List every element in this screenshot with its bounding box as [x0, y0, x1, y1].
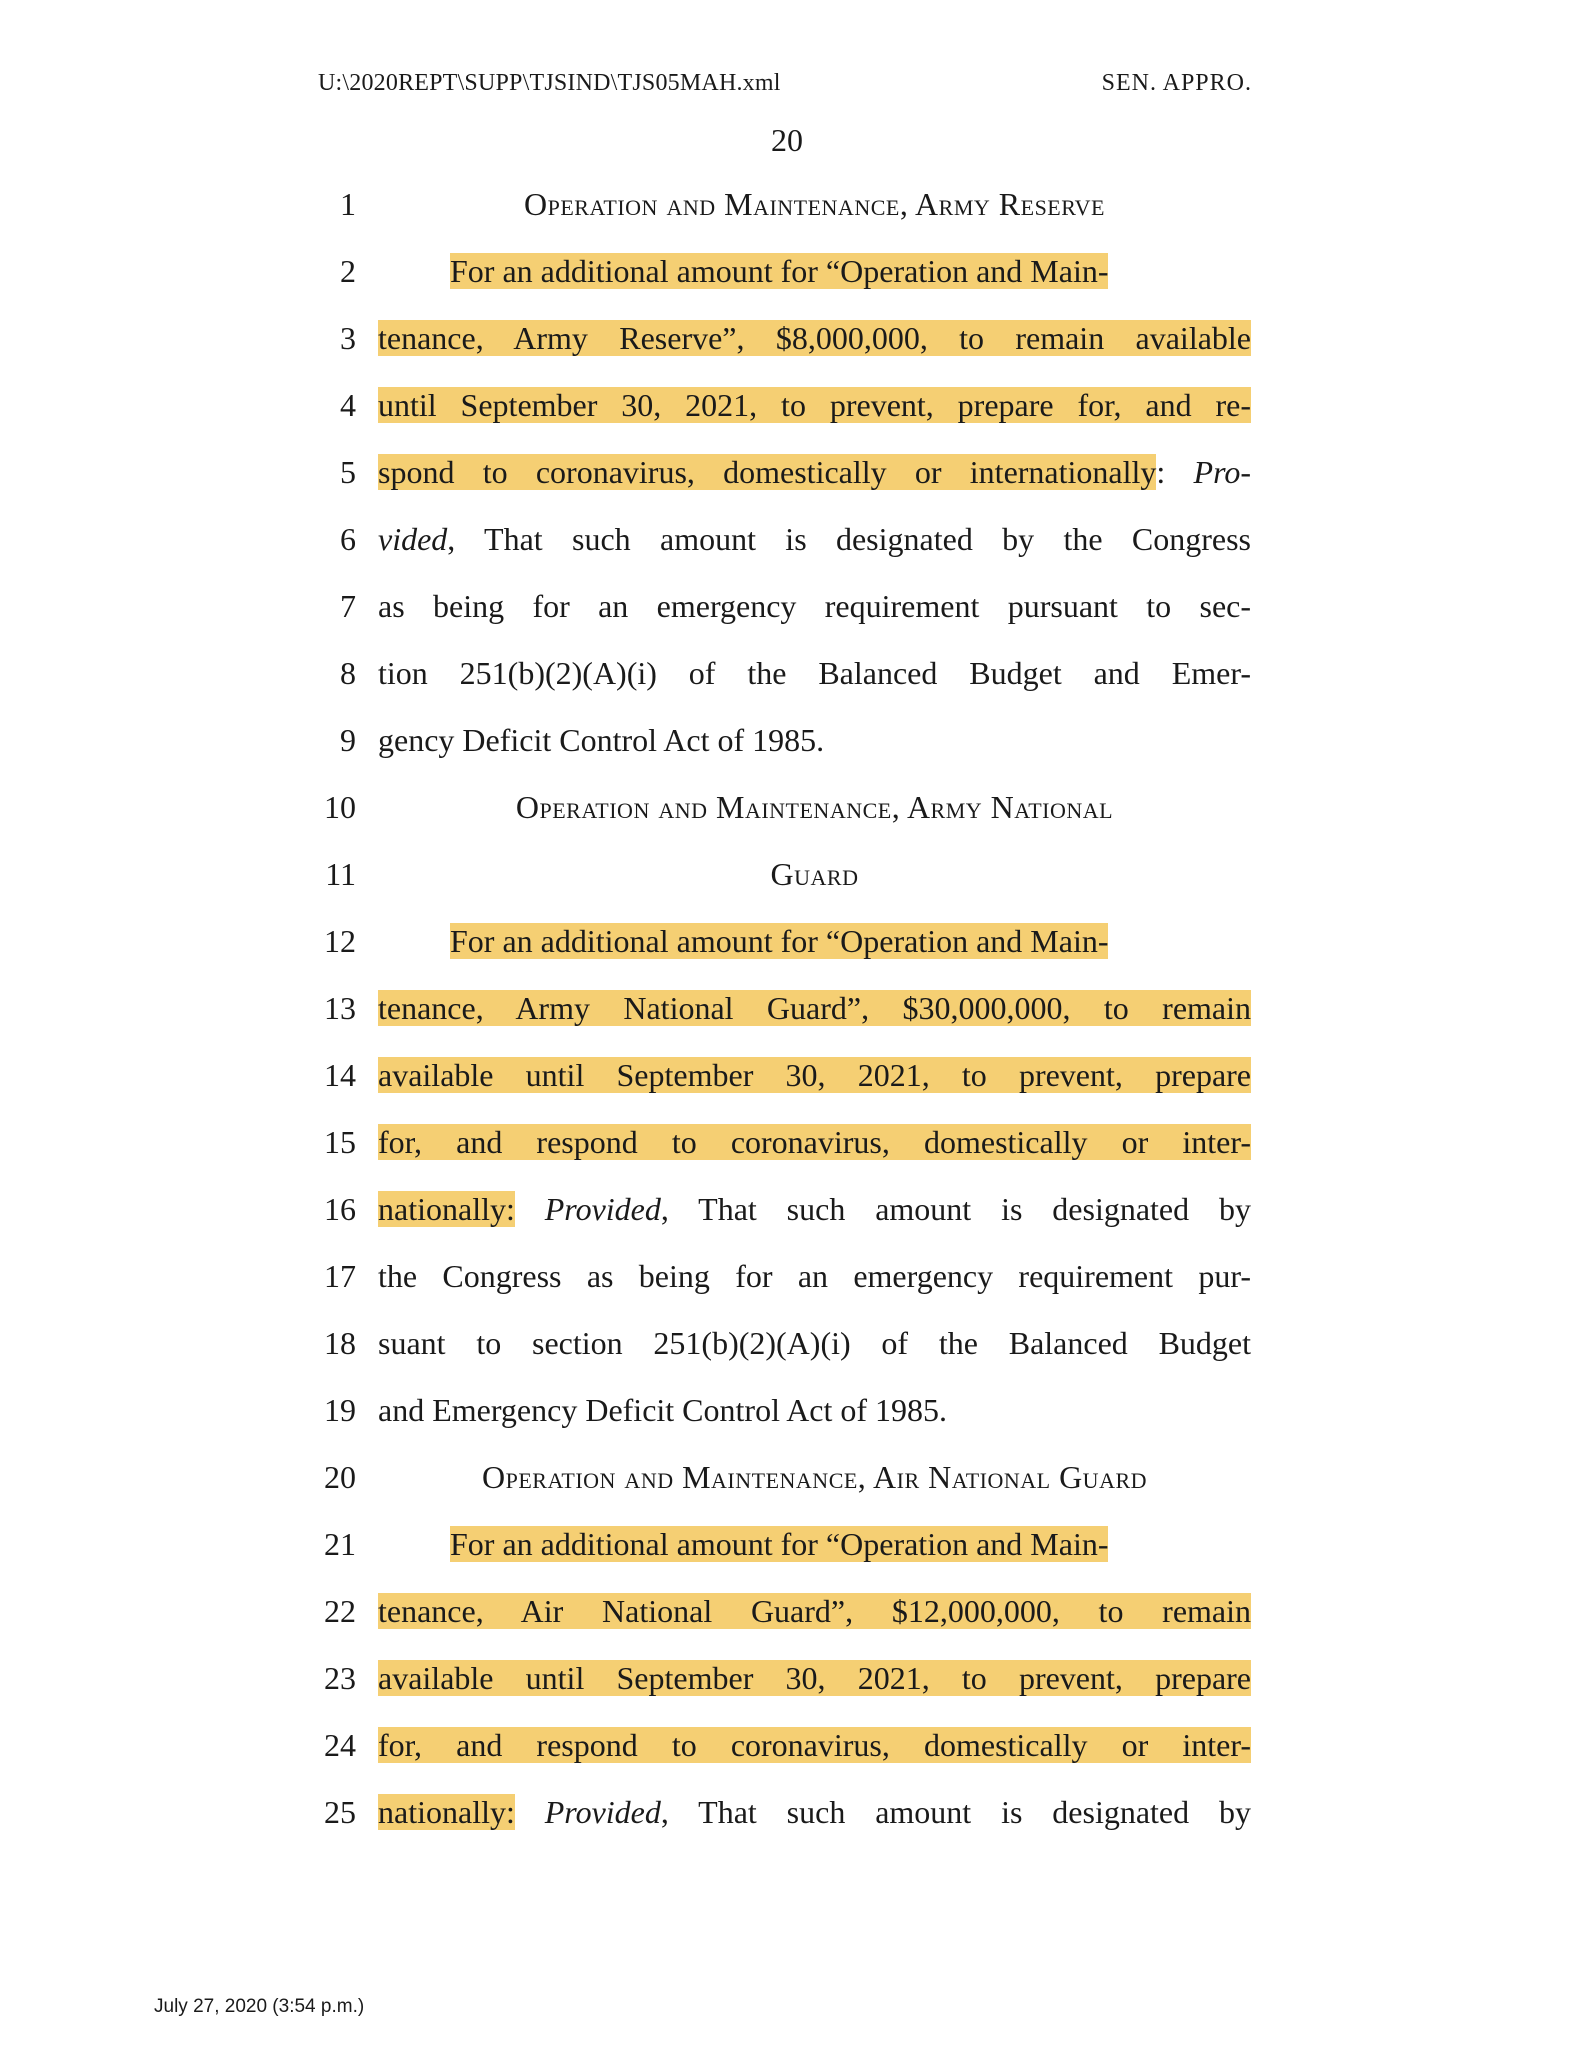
line-number: 6 — [340, 521, 356, 557]
line-number: 17 — [324, 1258, 356, 1294]
text-segment: Operation and Maintenance, Air National Guard — [481, 1459, 1148, 1495]
line-number: 14 — [324, 1057, 356, 1093]
text-segment: , That such amount is designated by — [660, 1191, 1252, 1227]
text-line — [378, 1189, 1251, 1229]
line-number: 22 — [324, 1593, 356, 1629]
text-line — [378, 385, 1251, 425]
text-line — [378, 653, 1251, 693]
line-number: 18 — [324, 1325, 356, 1361]
italic-text: vided — [378, 521, 448, 557]
highlighted-text: spond to coronavirus, domestically or internationally — [378, 454, 1157, 490]
text-line — [378, 519, 1251, 559]
text-line — [378, 452, 1251, 492]
section-heading — [378, 787, 1251, 827]
text-line — [378, 1658, 1251, 1698]
text-line — [450, 921, 1251, 961]
text-segment: , That such amount is designated by the Congress — [447, 521, 1251, 557]
file-path-header: U:\2020REPT\SUPP\TJSIND\TJS05MAH.xml — [318, 70, 781, 96]
highlighted-text: nationally: — [378, 1191, 515, 1227]
text-line — [378, 586, 1251, 626]
line-number: 25 — [324, 1794, 356, 1830]
highlighted-text: available until September 30, 2021, to prevent, prepare — [378, 1660, 1251, 1696]
highlighted-text: nationally: — [378, 1794, 515, 1830]
text-segment: as being for an emergency requirement pursuant to sec- — [378, 588, 1251, 624]
text-line — [378, 1055, 1251, 1095]
text-line — [378, 1725, 1251, 1765]
highlighted-text: until September 30, 2021, to prevent, prepare for, and re- — [378, 387, 1251, 423]
line-number: 3 — [340, 320, 356, 356]
text-line — [378, 1591, 1251, 1631]
line-number: 10 — [324, 789, 356, 825]
line-number: 23 — [324, 1660, 356, 1696]
footer-date: July 27, 2020 (3:54 p.m.) — [154, 1996, 365, 2017]
line-number: 15 — [324, 1124, 356, 1160]
text-segment — [515, 1794, 545, 1830]
line-number: 8 — [340, 655, 356, 691]
line-number: 1 — [340, 186, 356, 222]
highlighted-text: tenance, Air National Guard”, $12,000,000, to remain — [378, 1593, 1251, 1629]
highlighted-text: For an additional amount for “Operation and Main- — [450, 923, 1109, 959]
text-line — [450, 1524, 1251, 1564]
text-line — [378, 318, 1251, 358]
text-segment: Operation and Maintenance, Army Reserve — [524, 186, 1105, 222]
text-segment: gency Deficit Control Act of 1985. — [378, 722, 825, 758]
text-line — [450, 251, 1251, 291]
text-segment: and Emergency Deficit Control Act of 1985. — [378, 1392, 948, 1428]
page-number: 20 — [771, 122, 803, 158]
text-segment: , That such amount is designated by — [660, 1794, 1252, 1830]
text-line — [378, 1323, 1251, 1363]
text-segment: Operation and Maintenance, Army National — [515, 789, 1114, 825]
highlighted-text: for, and respond to coronavirus, domestically or inter- — [378, 1124, 1251, 1160]
line-number: 5 — [340, 454, 356, 490]
italic-text: Pro- — [1193, 454, 1252, 490]
line-number: 19 — [324, 1392, 356, 1428]
text-line — [378, 1122, 1251, 1162]
highlighted-text: tenance, Army National Guard”, $30,000,000, to remain — [378, 990, 1251, 1026]
section-heading — [378, 184, 1251, 224]
highlighted-text: tenance, Army Reserve”, $8,000,000, to remain available — [378, 320, 1251, 356]
text-line — [378, 988, 1251, 1028]
highlighted-text: available until September 30, 2021, to prevent, prepare — [378, 1057, 1251, 1093]
line-number: 7 — [340, 588, 356, 624]
text-line — [378, 1256, 1251, 1296]
line-number: 9 — [340, 722, 356, 758]
line-number: 13 — [324, 990, 356, 1026]
text-segment: Guard — [770, 856, 859, 892]
line-number: 24 — [324, 1727, 356, 1763]
text-line — [378, 720, 1251, 760]
line-number: 20 — [324, 1459, 356, 1495]
text-segment: the Congress as being for an emergency requirement pur- — [378, 1258, 1251, 1294]
line-number: 21 — [324, 1526, 356, 1562]
text-segment: tion 251(b)(2)(A)(i) of the Balanced Budget and Emer- — [378, 655, 1251, 691]
line-number: 16 — [324, 1191, 356, 1227]
text-segment: suant to section 251(b)(2)(A)(i) of the Balanced Budget — [378, 1325, 1251, 1361]
text-segment — [515, 1191, 545, 1227]
section-heading — [378, 1457, 1251, 1497]
line-number: 4 — [340, 387, 356, 423]
highlighted-text: for, and respond to coronavirus, domestically or inter- — [378, 1727, 1251, 1763]
text-segment: : — [1156, 454, 1194, 490]
italic-text: Provided — [544, 1794, 661, 1830]
line-number: 11 — [325, 856, 356, 892]
text-line — [378, 1792, 1251, 1832]
highlighted-text: For an additional amount for “Operation and Main- — [450, 1526, 1109, 1562]
line-number: 12 — [324, 923, 356, 959]
section-heading — [378, 854, 1251, 894]
line-number: 2 — [340, 253, 356, 289]
committee-header: SEN. APPRO. — [1101, 70, 1252, 96]
italic-text: Provided — [544, 1191, 661, 1227]
highlighted-text: For an additional amount for “Operation and Main- — [450, 253, 1109, 289]
text-line — [378, 1390, 1251, 1430]
